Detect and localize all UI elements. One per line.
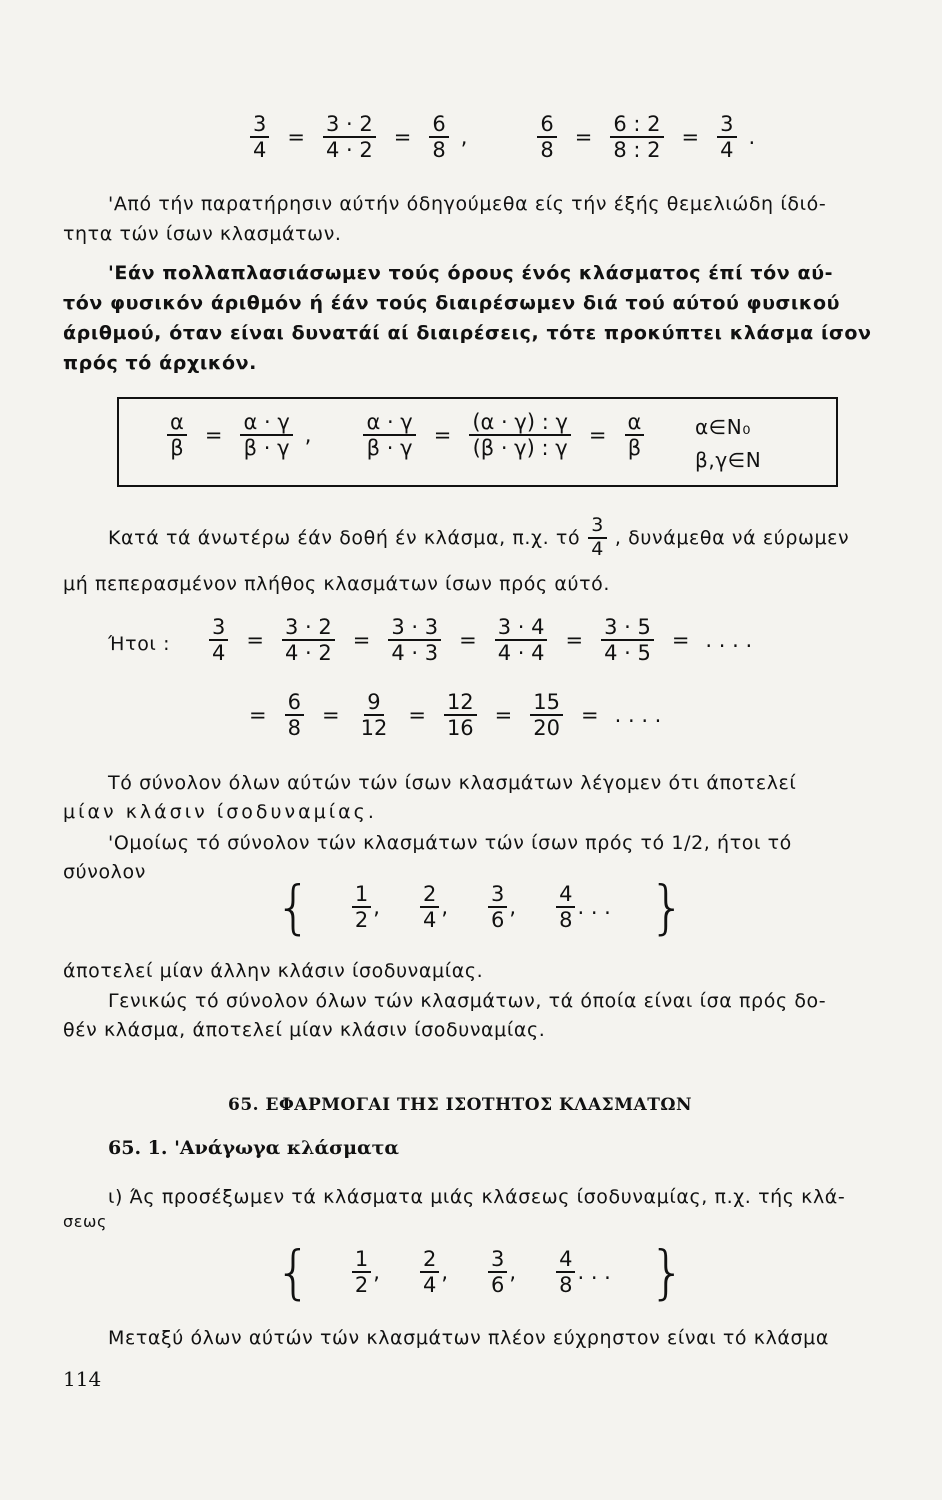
- paragraph-line: τητα τών ίσων κλασμάτων.: [63, 223, 342, 245]
- paragraph-line: Μεταξύ όλων αύτών τών κλασμάτων πλέον εύχρηστον είναι τό κλάσμα: [108, 1327, 829, 1349]
- paragraph-line: 'Ομοίως τό σύνολον τών κλασμάτων τών ίσων πρός τό 1/2, ήτοι τό: [108, 832, 792, 854]
- fraction: $\frac{\alpha}{\beta}$: [167, 410, 187, 460]
- fraction: $\frac{9}{12}$: [360, 690, 388, 741]
- rule-line: 'Εάν πολλαπλασιάσωμεν τούς όρους ένός κλάσματος έπί τόν αύ-: [108, 262, 834, 284]
- fraction: $\frac{4}{8}$: [556, 882, 575, 932]
- fraction: $\frac{3 \cdot 5}{4 \cdot 5}$: [601, 615, 654, 665]
- subsection-heading: 65. 1. 'Ανάγωγα κλάσματα: [108, 1137, 400, 1159]
- equivalence-set: { $\frac{1}{2}$ , $\frac{2}{4}$ , $\frac{3}{6}$ , $\frac{4}{8}$ . . . }: [275, 873, 686, 941]
- equivalent-series: $\frac{3}{4}$ = $\frac{3 \cdot 2}{4 \cdot 2}$ = $\frac{3 \cdot 3}{4 \cdot 3}$ = $\frac{3 \cdot 4}{4 \cdot 4}$ = $\frac{3 \cdot 5}{4 \cdot 5}$ = . . . .: [207, 615, 752, 665]
- equivalence-set: { $\frac{1}{2}$ , $\frac{2}{4}$ , $\frac{3}{6}$ , $\frac{4}{8}$ . . . }: [275, 1238, 686, 1306]
- paragraph-line: μίαν κλάσιν ίσοδυναμίας.: [63, 801, 377, 823]
- simplified-series: = $\frac{6}{8}$ = $\frac{9}{12}$ = $\frac{12}{16}$ = $\frac{15}{20}$ = . . . .: [249, 690, 662, 741]
- fraction: $\frac{6}{8}$: [537, 112, 556, 162]
- fraction: $\frac{1}{2}$: [352, 882, 371, 932]
- condition-beta-gamma: β,γ∈N: [695, 448, 762, 472]
- fraction: $\frac{3}{6}$: [488, 1247, 507, 1297]
- fraction: $\frac{3}{4}$: [717, 112, 736, 162]
- paragraph-line: μή πεπερασμένον πλήθος κλασμάτων ίσων πρός αύτό.: [63, 573, 611, 595]
- intro-equation: $\frac{3}{4}$ = $\frac{3 \cdot 2}{4 \cdot 2}$ = $\frac{6}{8}$ , $\frac{6}{8}$ = $\frac{6 : 2}{8 : 2}$ = $\frac{3}{4}$ .: [248, 112, 755, 162]
- rule-line: πρός τό άρχικόν.: [63, 352, 257, 374]
- fraction: $\frac{3}{6}$: [488, 882, 507, 932]
- condition-alpha: α∈N₀: [695, 415, 751, 439]
- fraction: $\frac{3 \cdot 4}{4 \cdot 4}$: [495, 615, 548, 665]
- boxed-formula: $\frac{\alpha}{\beta}$ = $\frac{\alpha \cdot \gamma}{\beta \cdot \gamma}$ , $\frac{\alpha \cdot \gamma}{\beta \cdot \gamma}$ = $\frac{(\alpha \cdot \gamma) : \gamma}{(\beta \cdot \gamma) : \gamma}$ = $\frac{\alpha}{\beta}$: [165, 410, 646, 460]
- htoi-label: Ήτοι :: [108, 633, 171, 655]
- section-heading: 65. ΕΦΑΡΜΟΓΑΙ ΤΗΣ ΙΣΟΤΗΤΟΣ ΚΛΑΣΜΑΤΩΝ: [228, 1095, 693, 1115]
- paragraph-line: άποτελεί μίαν άλλην κλάσιν ίσοδυναμίας.: [63, 960, 484, 982]
- rule-line: άριθμού, όταν είναι δυνατάί αί διαιρέσεις, τότε προκύπτει κλάσμα ίσον: [63, 322, 872, 344]
- page-number: 114: [63, 1367, 102, 1391]
- fraction: $\frac{6}{8}$: [429, 112, 448, 162]
- fraction: $\frac{3}{4}$: [209, 615, 228, 665]
- fraction: $\frac{3}{4}$: [250, 112, 269, 162]
- rule-line: τόν φυσικόν άριθμόν ή έάν τούς διαιρέσωμεν διά τού αύτού φυσικού: [63, 292, 841, 314]
- fraction: $\frac{3 \cdot 2}{4 \cdot 2}$: [323, 112, 376, 162]
- fraction: $\frac{3 \cdot 2}{4 \cdot 2}$: [282, 615, 335, 665]
- paragraph-line: ι) Άς προσέξωμεν τά κλάσματα μιάς κλάσεως ίσοδυναμίας, π.χ. τής κλά-: [108, 1186, 846, 1208]
- paragraph-line: θέν κλάσμα, άποτελεί μίαν κλάσιν ίσοδυναμίας.: [63, 1019, 546, 1041]
- fraction: $\frac{6 : 2}{8 : 2}$: [610, 112, 663, 162]
- paragraph-line: Γενικώς τό σύνολον όλων τών κλασμάτων, τά όποία είναι ίσα πρός δο-: [108, 990, 827, 1012]
- paragraph-line: Τό σύνολον όλων αύτών τών ίσων κλασμάτων λέγομεν ότι άποτελεί: [108, 772, 797, 794]
- fraction: $\frac{2}{4}$: [420, 1247, 439, 1297]
- fraction: $\frac{6}{8}$: [285, 690, 304, 740]
- fraction: $\frac{2}{4}$: [420, 882, 439, 932]
- fraction: $\frac{\alpha \cdot \gamma}{\beta \cdot \gamma}$: [363, 410, 415, 460]
- fraction: $\frac{4}{8}$: [556, 1247, 575, 1297]
- fraction: $\frac{15}{20}$: [530, 690, 563, 740]
- fraction: $\frac{12}{16}$: [444, 690, 477, 740]
- paragraph-line: 'Από τήν παρατήρησιν αύτήν όδηγούμεθα είς τήν έξής θεμελιώδη ίδιό-: [108, 193, 827, 215]
- fraction: $\frac{\alpha}{\beta}$: [625, 410, 645, 460]
- fraction: $\frac{1}{2}$: [352, 1247, 371, 1297]
- fraction: $\frac{3}{4}$: [588, 515, 607, 561]
- fraction: $\frac{(\alpha \cdot \gamma) : \gamma}{(\beta \cdot \gamma) : \gamma}$: [469, 410, 571, 460]
- fraction: $\frac{\alpha \cdot \gamma}{\beta \cdot \gamma}$: [240, 410, 292, 460]
- paragraph-line: σεως: [63, 1212, 107, 1231]
- paragraph-with-fraction: Κατά τά άνωτέρω έάν δοθή έν κλάσμα, π.χ. τό $\frac{3}{4}$ , δυνάμεθα νά εύρωμεν: [108, 514, 850, 560]
- paragraph-line: σύνολον: [63, 861, 146, 883]
- fraction: $\frac{3 \cdot 3}{4 \cdot 3}$: [388, 615, 441, 665]
